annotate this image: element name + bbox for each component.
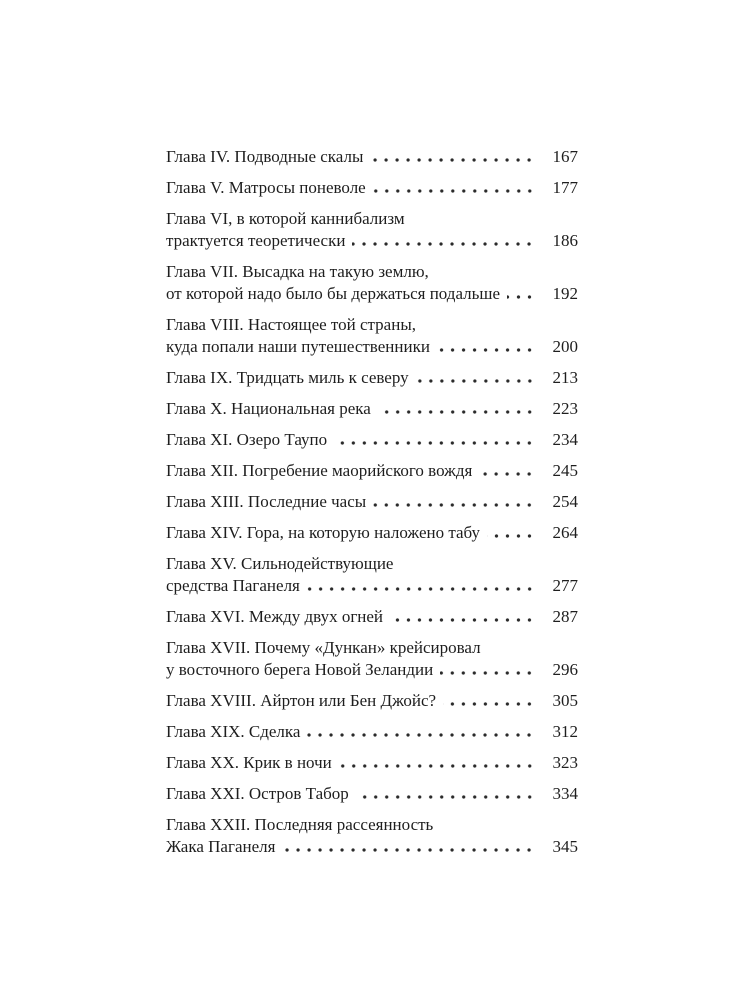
toc-page-number: 323	[552, 753, 578, 772]
toc-page-number: 345	[552, 837, 578, 856]
toc-entry-title: Глава IV. Подводные скалы	[166, 147, 364, 166]
toc-entry	[166, 606, 578, 628]
toc-page-number: 234	[552, 430, 578, 449]
dot-leader	[507, 292, 536, 299]
toc-entry	[166, 522, 578, 544]
toc-entry	[166, 314, 578, 358]
toc-page-number: 223	[552, 399, 578, 418]
dot-leader	[356, 792, 536, 799]
toc-entry	[166, 146, 578, 168]
toc-entry-title: средства Паганеля	[166, 576, 300, 595]
toc-entry	[166, 429, 578, 451]
toc-list	[166, 146, 578, 858]
dot-leader	[487, 531, 536, 538]
toc-entry	[166, 177, 578, 199]
toc-page-number: 287	[552, 607, 578, 626]
toc-entry-row	[166, 606, 578, 628]
toc-page-number: 312	[552, 722, 578, 741]
dot-leader	[440, 668, 536, 675]
toc-entry-wrap-line	[166, 261, 578, 283]
dot-leader	[370, 155, 536, 162]
toc-entry-wrap-line	[166, 637, 578, 659]
toc-entry-row	[166, 575, 578, 597]
toc-entry-row	[166, 659, 578, 681]
dot-leader	[334, 438, 536, 445]
toc-page-number: 334	[552, 784, 578, 803]
dot-leader	[437, 345, 536, 352]
toc-entry-title: Глава XVIII. Айртон или Бен Джойс?	[166, 691, 437, 710]
toc-page-number: 186	[552, 231, 578, 250]
toc-entry-title: трактуется теоретически	[166, 231, 346, 250]
toc-entry-wrap-line	[166, 814, 578, 836]
toc-entry-wrap-line	[166, 314, 578, 336]
toc-entry-row	[166, 429, 578, 451]
dot-leader	[443, 699, 536, 706]
dot-leader	[352, 239, 536, 246]
toc-page-number: 177	[552, 178, 578, 197]
toc-entry-row	[166, 522, 578, 544]
toc-page-number: 264	[552, 523, 578, 542]
toc-page-number: 200	[552, 337, 578, 356]
toc-page-number: 277	[552, 576, 578, 595]
toc-entry-title: Глава XIX. Сделка	[166, 722, 301, 741]
toc-entry-title: Глава XII. Погребение маорийского вождя	[166, 461, 473, 480]
dot-leader	[307, 730, 536, 737]
toc-entry-title: Глава XI. Озеро Таупо	[166, 430, 328, 449]
toc-entry-title: Глава XVI. Между двух огней	[166, 607, 384, 626]
dot-leader	[378, 407, 536, 414]
toc-entry-title: от которой надо было бы держаться подальше	[166, 284, 501, 303]
dot-leader	[416, 376, 536, 383]
toc-entry-row	[166, 460, 578, 482]
toc-entry	[166, 398, 578, 420]
toc-entry-row	[166, 146, 578, 168]
toc-entry-title: Глава VI, в которой каннибализм	[166, 209, 405, 228]
toc-entry	[166, 752, 578, 774]
dot-leader	[307, 584, 536, 591]
toc-entry	[166, 690, 578, 712]
toc-entry	[166, 208, 578, 252]
toc-entry	[166, 367, 578, 389]
toc-entry-title: Глава VII. Высадка на такую землю,	[166, 262, 429, 281]
toc-entry-row	[166, 690, 578, 712]
toc-entry-row	[166, 367, 578, 389]
toc-entry-title: Глава VIII. Настоящее той страны,	[166, 315, 416, 334]
toc-entry	[166, 783, 578, 805]
toc-entry-row	[166, 783, 578, 805]
toc-entry-row	[166, 721, 578, 743]
toc-entry-title: Жака Паганеля	[166, 837, 276, 856]
toc-entry-title: Глава XV. Сильнодействующие	[166, 554, 394, 573]
dot-leader	[282, 845, 536, 852]
toc-entry-wrap-line	[166, 208, 578, 230]
toc-entry-row	[166, 230, 578, 252]
toc-entry	[166, 491, 578, 513]
toc-entry-title: Глава XIII. Последние часы	[166, 492, 367, 511]
dot-leader	[373, 186, 536, 193]
dot-leader	[390, 615, 536, 622]
toc-entry-title: Глава XVII. Почему «Дункан» крейсировал	[166, 638, 481, 657]
toc-entry	[166, 814, 578, 858]
toc-page-number: 192	[552, 284, 578, 303]
toc-entry-title: у восточного берега Новой Зеландии	[166, 660, 434, 679]
toc-entry	[166, 553, 578, 597]
toc-entry-title: Глава X. Национальная река	[166, 399, 371, 418]
toc-entry-title: Глава XXII. Последняя рассеянность	[166, 815, 434, 834]
toc-entry-title: Глава XXI. Остров Табор	[166, 784, 349, 803]
toc-entry-title: Глава IX. Тридцать миль к северу	[166, 368, 409, 387]
toc-entry-row	[166, 283, 578, 305]
toc-entry-row	[166, 752, 578, 774]
toc-page-number: 305	[552, 691, 578, 710]
toc-entry-row	[166, 836, 578, 858]
toc-entry	[166, 637, 578, 681]
toc-page-number: 296	[552, 660, 578, 679]
toc-entry-row	[166, 491, 578, 513]
toc-entry-title: куда попали наши путешественники	[166, 337, 430, 356]
dot-leader	[339, 761, 536, 768]
toc-page-number: 245	[552, 461, 578, 480]
toc-page-number: 167	[552, 147, 578, 166]
dot-leader	[373, 500, 536, 507]
toc-page-number: 254	[552, 492, 578, 511]
toc-entry-row	[166, 177, 578, 199]
toc-entry-title: Глава V. Матросы поневоле	[166, 178, 366, 197]
toc-entry-row	[166, 398, 578, 420]
toc-entry	[166, 721, 578, 743]
toc-entry-title: Глава XIV. Гора, на которую наложено табу	[166, 523, 481, 542]
toc-entry-title: Глава XX. Крик в ночи	[166, 753, 332, 772]
toc-page-number: 213	[552, 368, 578, 387]
toc-entry	[166, 261, 578, 305]
toc-entry-row	[166, 336, 578, 358]
dot-leader	[479, 469, 536, 476]
toc-entry-wrap-line	[166, 553, 578, 575]
toc-entry	[166, 460, 578, 482]
